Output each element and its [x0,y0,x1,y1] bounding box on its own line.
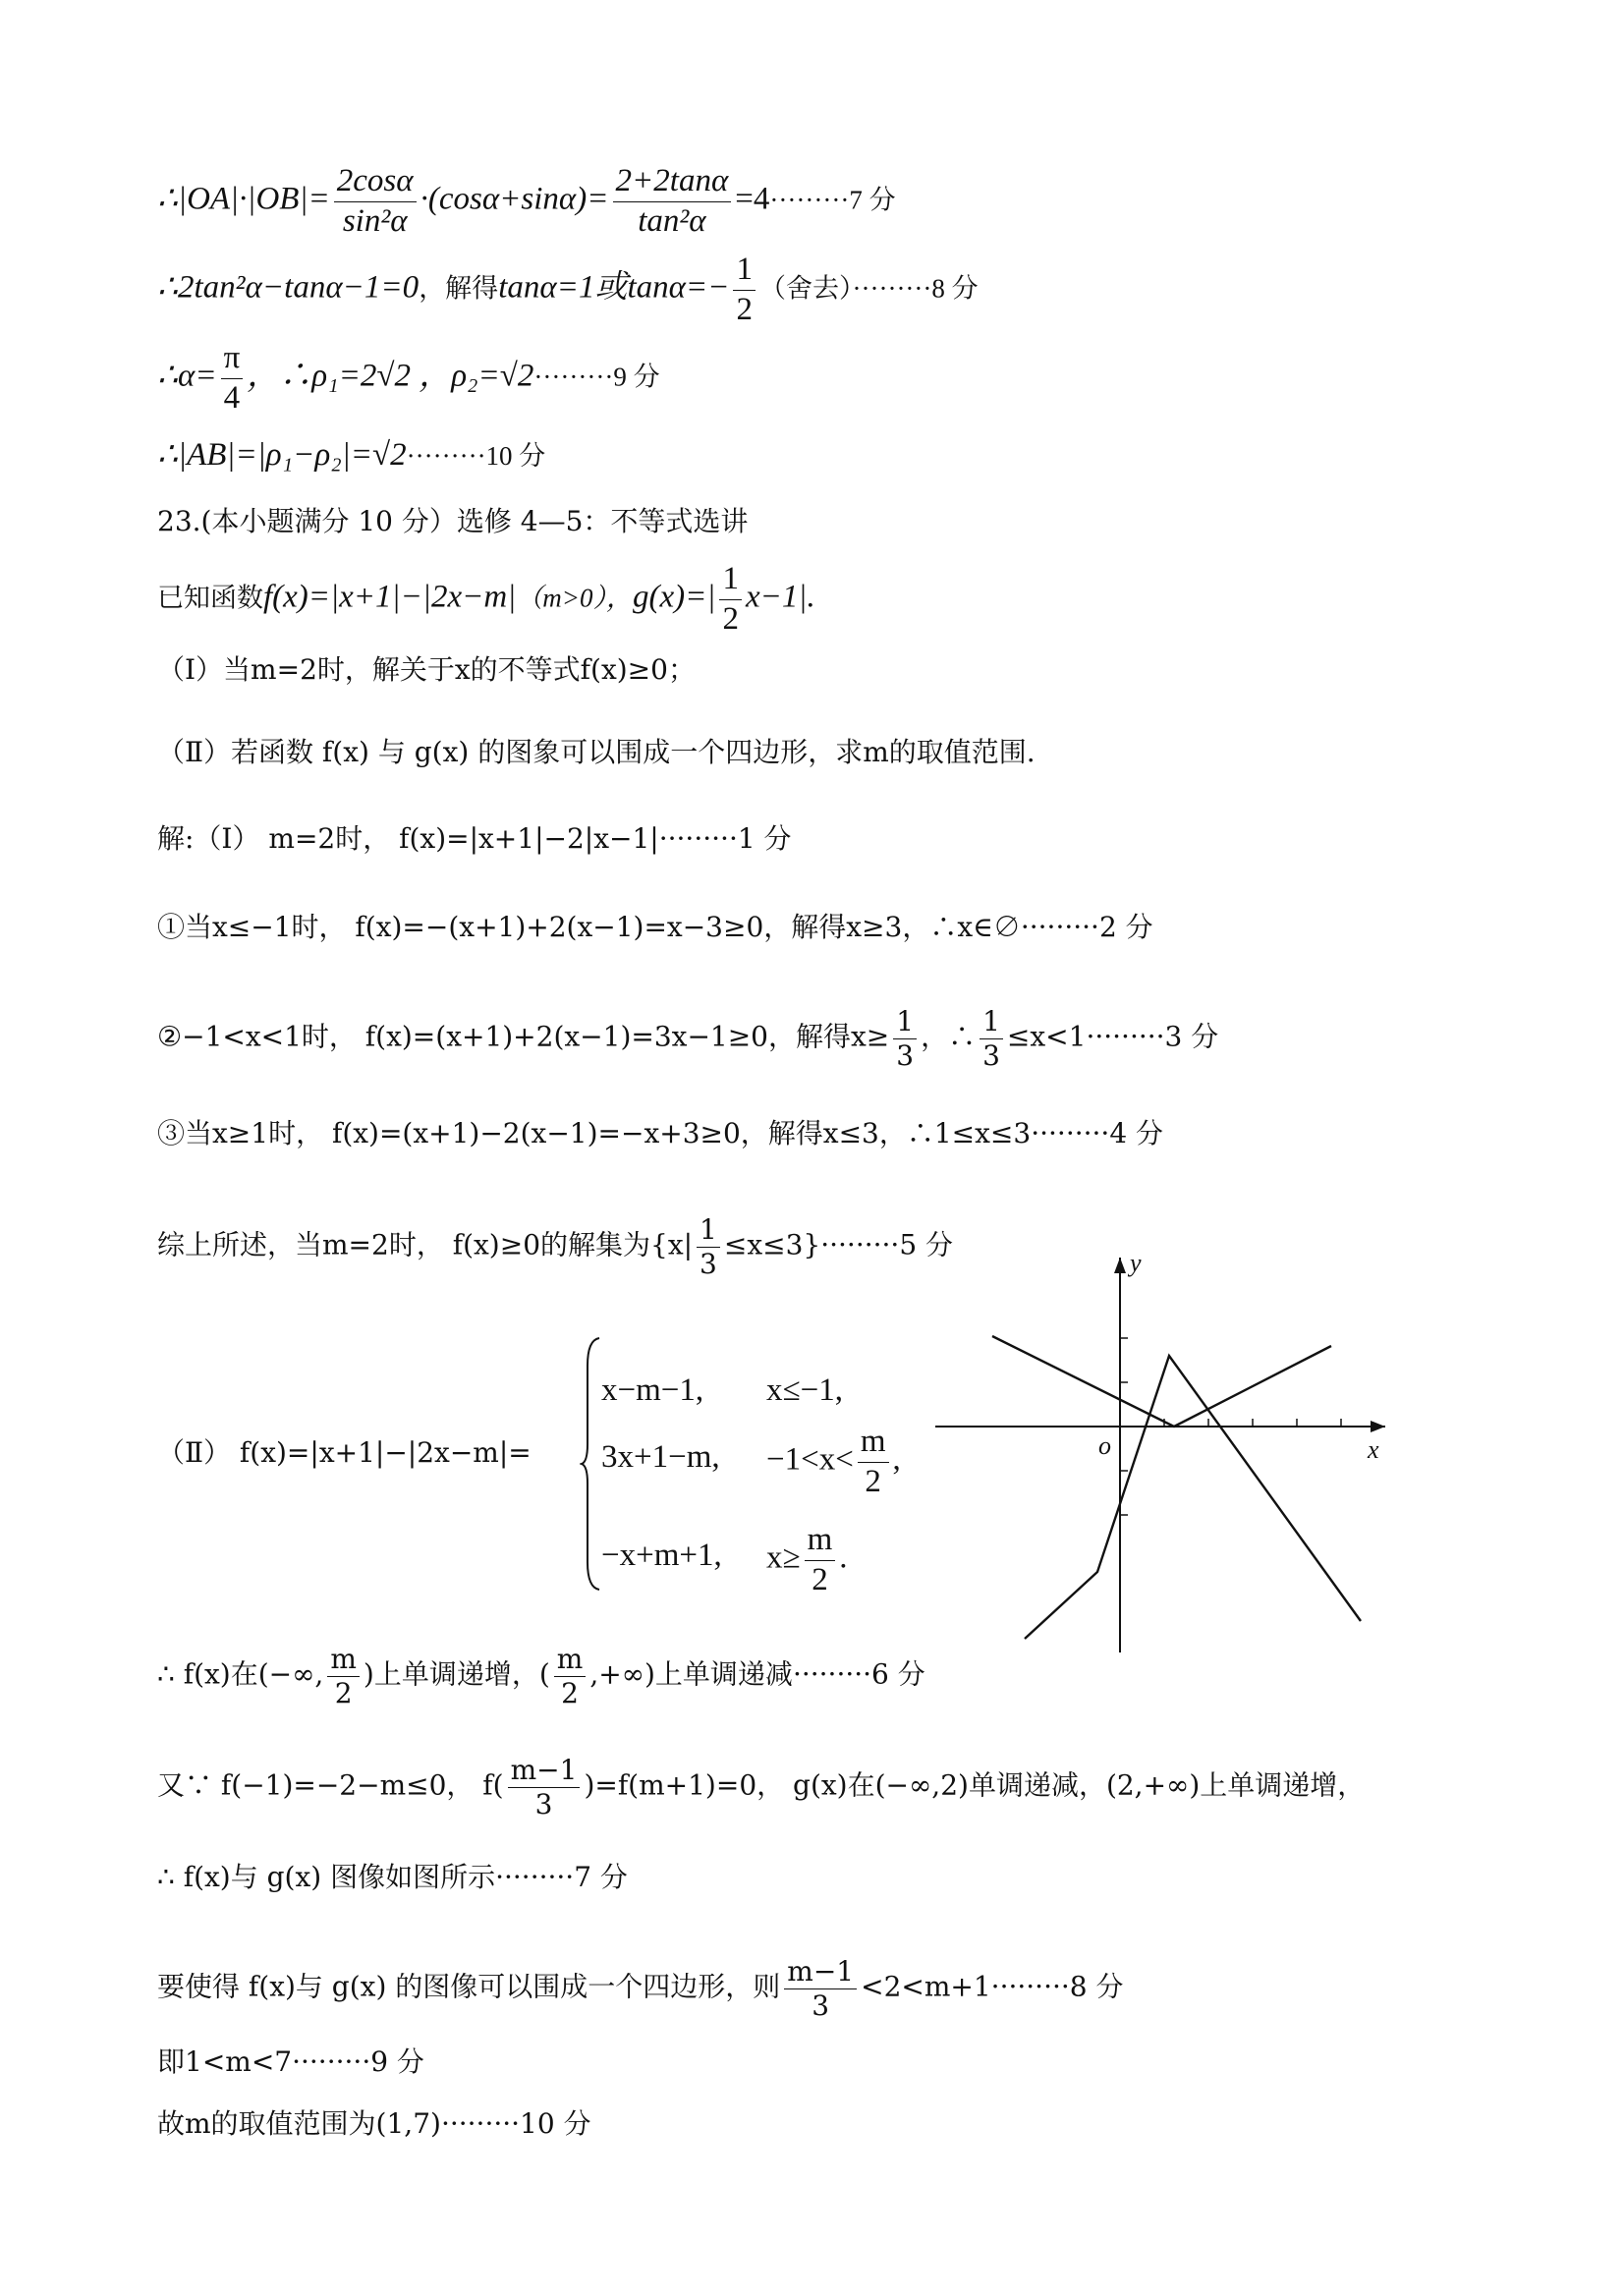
monotonicity-line [157,1643,925,1709]
expr: =4 [735,181,770,217]
fraction-denominator: 3 [982,1038,1000,1072]
expr: tanα=1或tanα=− [498,269,730,306]
fraction-numerator: 2+2tanα [613,162,732,202]
line-tan-equation [157,251,979,329]
expr: . [839,1540,848,1576]
line-oa-ob [157,162,896,241]
fraction [508,1754,581,1820]
expr: ≤x≤3} [723,1228,821,1261]
x-axis-label: x [1368,1435,1379,1464]
fraction [697,1213,720,1280]
score-marker: ·········10 分 [406,441,546,471]
case-2-expression: 3x+1−m, [601,1439,720,1475]
fraction [719,560,742,639]
piecewise-prefix: （Ⅱ） f(x)=|x+1|−|2x−m|= [157,1436,532,1469]
expr: ，∴ [921,1020,977,1053]
function-graph [924,1248,1395,1660]
expr: ∴ f(x)在(−∞, [157,1657,324,1691]
expr: ∴2tan²α−tanα−1=0 [157,269,420,306]
line-alpha [157,339,660,418]
line-ab [157,439,545,472]
expr: ∴ f(x)与 g(x) 图像如图所示 [157,1861,496,1893]
fraction [784,1955,857,2022]
fraction-denominator: 3 [896,1038,915,1072]
fraction-denominator: 2 [865,1463,881,1499]
y-axis-arrow [1114,1258,1126,1273]
fraction [327,1643,360,1709]
expr: x−1|. [745,579,815,615]
case-3-condition [766,1521,848,1599]
fraction [334,162,417,241]
fraction-numerator: m [327,1643,360,1677]
graph-reference-line [157,1861,628,1893]
expr: )=f(m+1)=0， g(x)在(−∞,2)单调递减，(2,+∞)上单调递增， [584,1768,1366,1802]
fraction-denominator: 3 [534,1787,553,1820]
f-graph-line [1025,1356,1361,1639]
solution-line-1 [157,822,792,855]
score-marker: ·········10 分 [440,2107,591,2140]
values-line [157,1754,1365,1820]
expr: ·(cosα+sinα)= [420,181,609,217]
condition-line [157,1955,1124,2022]
score-marker: ·········7 分 [769,185,896,215]
fraction-numerator: m [858,1423,889,1463]
fraction [221,339,244,418]
expr: 又∵ f(−1)=−2−m≤0， f( [157,1768,504,1802]
text: 已知函数 [157,583,263,613]
fraction-denominator: sin²α [342,202,408,239]
fraction-denominator: tan²α [638,202,706,239]
fraction-numerator: 1 [980,1005,1003,1039]
fraction [613,162,732,241]
fraction [733,251,756,329]
solution-case-1 [157,911,1153,943]
text: ，解得 [419,273,499,304]
y-axis-label: y [1130,1249,1142,1277]
fraction-numerator: 1 [697,1213,720,1248]
origin-label: o [1098,1431,1111,1460]
left-brace [580,1336,601,1592]
fraction-numerator: 1 [719,560,742,600]
expr: <2<m+1 [861,1970,991,2003]
fraction-denominator: 3 [812,1988,830,2022]
solution-case-2 [157,1005,1218,1072]
fraction-denominator: 3 [700,1247,717,1280]
fraction-denominator: 4 [223,379,241,416]
fraction [893,1005,917,1072]
problem-statement [157,560,815,639]
range-line [157,2045,424,2078]
expr: ,+∞)上单调递减 [589,1657,793,1691]
fraction-denominator: 2 [334,1676,353,1709]
score-marker: ·········8 分 [852,273,979,304]
fraction-denominator: 2 [722,600,739,637]
expr: f(x)=|x+1|−|2x−m| [263,579,517,615]
text: （舍去） [758,273,853,304]
expr: 解:（Ⅰ） m=2时， f(x)=|x+1|−2|x−1| [157,822,659,855]
score-marker: ·········2 分 [1020,911,1153,943]
score-marker: ·········7 分 [495,1861,628,1893]
score-marker: ·········9 分 [292,2045,424,2078]
fraction-numerator: m [554,1643,587,1677]
expr: , [892,1441,901,1478]
fraction [858,1423,889,1501]
fraction [980,1005,1003,1072]
fraction-numerator: 1 [733,251,756,291]
expr: ②−1<x<1时， f(x)=(x+1)+2(x−1)=3x−1≥0，解得x≥ [157,1020,890,1053]
fraction-numerator: π [221,339,244,379]
expr: ∴|OA|·|OB|= [157,181,330,217]
expr: ≤x<1 [1006,1020,1087,1053]
case-2-condition [766,1423,901,1501]
case-1-condition: x≤−1, [766,1372,843,1408]
fraction-numerator: 2cosα [334,162,417,202]
fraction-numerator: m−1 [508,1754,581,1788]
expr: 综上所述，当m=2时， f(x)≥0的解集为{x| [157,1228,694,1261]
expr: ①当x≤−1时， f(x)=−(x+1)+2(x−1)=x−3≥0，解得x≥3，∴x∈∅ [157,911,1021,943]
fraction-denominator: 2 [736,291,753,327]
problem-heading: 23.(本小题满分 10 分）选修 4—5：不等式选讲 [157,505,749,537]
fraction-numerator: m [805,1521,836,1561]
fraction-numerator: m−1 [784,1955,857,1989]
expr: g(x)=| [633,579,716,615]
fraction-numerator: 1 [893,1005,917,1039]
expr: −1<x< [766,1441,854,1478]
expr: 要使得 f(x)与 g(x) 的图像可以围成一个四边形，则 [157,1970,781,2003]
score-marker: ·········4 分 [1031,1117,1164,1149]
expr: ∴α= [157,358,217,394]
fraction [554,1643,587,1709]
fraction-denominator: 2 [812,1561,828,1597]
case-1-expression: x−m−1, [601,1372,704,1408]
case-3-expression: −x+m+1, [601,1538,722,1573]
expr: )上单调递增，( [363,1657,550,1691]
score-marker: ·········3 分 [1086,1020,1219,1053]
expr: 故m的取值范围为(1,7) [157,2107,441,2140]
score-marker: ·········6 分 [792,1657,925,1691]
solution-case-3 [157,1117,1164,1149]
expr: ③当x≥1时， f(x)=(x+1)−2(x−1)=−x+3≥0，解得x≤3，∴1≤x≤3 [157,1117,1032,1149]
expr: ∴|AB|=|ρ₁−ρ₂|=√2 [157,437,407,473]
question-part-2: （Ⅱ）若函数 f(x) 与 g(x) 的图象可以围成一个四边形，求m的取值范围. [157,736,1036,768]
fraction [805,1521,836,1599]
solution-summary [157,1213,953,1280]
fraction-denominator: 2 [561,1676,579,1709]
answer-line [157,2107,591,2140]
x-axis-arrow [1371,1421,1385,1432]
score-marker: ·········8 分 [990,1970,1124,2003]
score-marker: ·········1 分 [658,822,792,855]
score-marker: ·········5 分 [820,1228,954,1261]
expr: 即1<m<7 [157,2045,293,2078]
question-part-1: （Ⅰ）当m=2时，解关于x的不等式f(x)≥0； [157,653,696,686]
expr: ，∴ρ₁=2√2 ，ρ₂=√2 [247,358,534,394]
expr: x≥ [766,1540,801,1576]
text: （m>0）， [516,583,633,613]
score-marker: ·········9 分 [533,362,660,392]
